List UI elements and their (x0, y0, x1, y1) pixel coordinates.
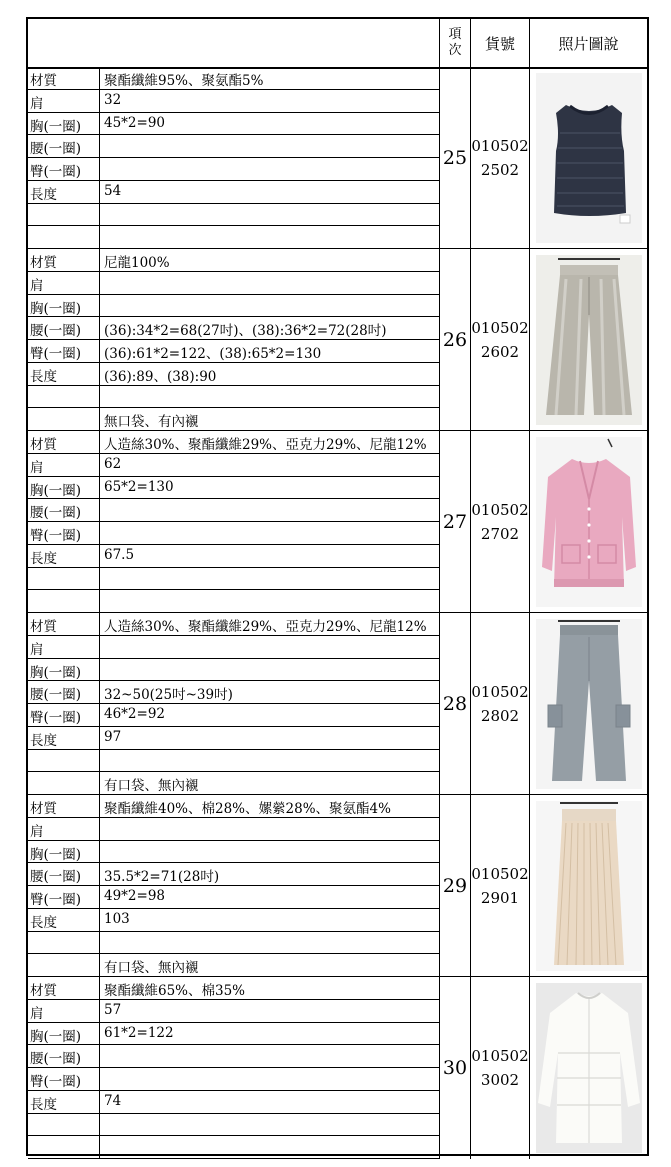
metallic-wide-pants-photo (536, 255, 642, 425)
item-code (470, 249, 529, 431)
spec-row (28, 545, 439, 568)
spec-row (28, 863, 439, 886)
item-photo-cell (529, 431, 647, 613)
spec-row (28, 499, 439, 522)
item-code-line2: 2702 (480, 525, 520, 543)
spec-value: 人造絲30%、聚酯纖維29%、亞克力29%、尼龍12% (104, 619, 427, 635)
spec-row (28, 841, 439, 864)
spec-label: 腰(一圈) (30, 869, 82, 886)
item-code (470, 67, 529, 249)
spec-row (28, 636, 439, 659)
spec-label: 材質 (30, 619, 57, 635)
item-code-line2: 2901 (480, 889, 520, 907)
spec-row (28, 340, 439, 363)
spec-row (28, 590, 439, 613)
spec-label: 胸(一圈) (30, 846, 82, 863)
spec-row (28, 249, 439, 272)
spec-label: 材質 (30, 255, 57, 271)
item-photo-cell (529, 977, 647, 1159)
item-group (28, 249, 647, 431)
item-index: 30 (439, 977, 470, 1159)
spec-row (28, 204, 439, 227)
spec-label: 胸(一圈) (30, 300, 82, 317)
spec-label: 臀(一圈) (30, 892, 82, 908)
spec-value: 45*2=90 (104, 114, 166, 131)
spec-value: 49*2=98 (104, 888, 166, 904)
spec-label: 肩 (30, 1005, 44, 1022)
spec-value: 65*2=130 (104, 478, 174, 495)
spec-row (28, 613, 439, 636)
spec-row (28, 954, 439, 977)
spec-value: 54 (104, 182, 122, 199)
spec-row (28, 818, 439, 841)
spec-label: 肩 (30, 95, 44, 112)
spec-value: 62 (104, 455, 122, 472)
item-code-line1: 010502 (471, 1047, 529, 1065)
spec-row (28, 909, 439, 932)
label-divider (99, 249, 100, 431)
spec-row (28, 386, 439, 409)
item-index: 28 (439, 613, 470, 795)
item-photo-cell (529, 613, 647, 795)
item-code-line2: 2502 (480, 161, 520, 179)
spec-row (28, 477, 439, 500)
spec-row (28, 1136, 439, 1159)
spec-row (28, 408, 439, 431)
item-code (470, 977, 529, 1159)
spec-row (28, 1114, 439, 1137)
spec-rows (28, 431, 439, 613)
spec-value: (36):89、(38):90 (104, 368, 217, 385)
product-spec-table (26, 17, 649, 1156)
spec-value: 聚酯纖維40%、棉28%、嫘縈28%、聚氨酯4% (104, 801, 391, 817)
spec-label: 肩 (30, 277, 44, 294)
item-group (28, 977, 647, 1159)
spec-label: 長度 (30, 186, 57, 203)
spec-row (28, 704, 439, 727)
item-code-line2: 2802 (480, 707, 520, 725)
spec-label: 胸(一圈) (30, 118, 82, 135)
pink-cardigan-photo (536, 437, 642, 607)
spec-label: 腰(一圈) (30, 1051, 82, 1068)
spec-value: 74 (104, 1092, 122, 1109)
spec-label: 長度 (30, 1096, 57, 1113)
spec-row (28, 363, 439, 386)
spec-value: 尼龍100% (104, 255, 170, 271)
header-blank-cell (28, 19, 439, 67)
spec-label: 臀(一圈) (30, 528, 82, 544)
item-code (470, 613, 529, 795)
label-divider (99, 795, 100, 977)
spec-label: 臀(一圈) (30, 164, 82, 180)
spec-row (28, 158, 439, 181)
item-code-line1: 010502 (471, 865, 529, 883)
item-group (28, 67, 647, 249)
item-code-line2: 3002 (480, 1071, 520, 1089)
spec-value: 有口袋、無內襯 (104, 960, 199, 977)
spec-value: 35.5*2=71(28吋) (104, 869, 220, 886)
header-index (439, 19, 470, 67)
spec-label: 臀(一圈) (30, 1074, 82, 1090)
item-group (28, 613, 647, 795)
header-index-line2: 次 (448, 43, 462, 58)
label-divider (99, 613, 100, 795)
header-code: 貨號 (470, 19, 529, 67)
spec-row (28, 1045, 439, 1068)
spec-label: 臀(一圈) (30, 346, 82, 362)
item-index: 26 (439, 249, 470, 431)
spec-row (28, 90, 439, 113)
spec-value: 32 (104, 91, 122, 108)
grey-cargo-knit-pants-photo (536, 619, 642, 789)
spec-label: 材質 (30, 983, 57, 999)
spec-value: 無口袋、有內襯 (104, 414, 199, 431)
spec-row (28, 317, 439, 340)
item-code-line1: 010502 (471, 683, 529, 701)
spec-value: 32~50(25吋~39吋) (104, 687, 233, 704)
spec-value: 46*2=92 (104, 706, 166, 722)
spec-row (28, 431, 439, 454)
spec-label: 胸(一圈) (30, 1028, 82, 1045)
spec-row (28, 886, 439, 909)
item-code (470, 795, 529, 977)
item-code (470, 431, 529, 613)
spec-row (28, 1068, 439, 1091)
spec-label: 胸(一圈) (30, 482, 82, 499)
item-code-line1: 010502 (471, 501, 529, 519)
spec-rows (28, 249, 439, 431)
spec-row (28, 568, 439, 591)
spec-rows (28, 613, 439, 795)
beige-pleated-pants-photo (536, 801, 642, 971)
spec-label: 材質 (30, 73, 57, 89)
spec-value: 有口袋、無內襯 (104, 778, 199, 795)
spec-row (28, 135, 439, 158)
spec-row (28, 454, 439, 477)
spec-value: 聚酯纖維95%、聚氨酯5% (104, 73, 264, 89)
sleeveless-knit-top-photo (536, 73, 642, 243)
label-divider (99, 977, 100, 1159)
item-index: 27 (439, 431, 470, 613)
item-index: 25 (439, 67, 470, 249)
spec-label: 腰(一圈) (30, 505, 82, 522)
spec-row (28, 181, 439, 204)
spec-row (28, 681, 439, 704)
spec-value: 103 (104, 910, 130, 927)
spec-value: 61*2=122 (104, 1024, 174, 1041)
spec-row (28, 226, 439, 249)
header-index-line1: 項 (448, 27, 462, 42)
table-header (28, 19, 647, 69)
spec-rows (28, 67, 439, 249)
spec-label: 肩 (30, 459, 44, 476)
spec-value: (36):34*2=68(27吋)、(38):36*2=72(28吋) (104, 323, 387, 340)
item-photo-cell (529, 795, 647, 977)
item-photo-cell (529, 249, 647, 431)
item-code-line1: 010502 (471, 137, 529, 155)
item-photo-cell (529, 67, 647, 249)
spec-row (28, 522, 439, 545)
item-code-line1: 010502 (471, 319, 529, 337)
spec-row (28, 295, 439, 318)
spec-label: 臀(一圈) (30, 710, 82, 726)
spec-value: 人造絲30%、聚酯纖維29%、亞克力29%、尼龍12% (104, 437, 427, 453)
spec-value: 67.5 (104, 546, 135, 563)
header-photo: 照片圖說 (529, 19, 647, 67)
spec-label: 腰(一圈) (30, 323, 82, 340)
spec-label: 材質 (30, 801, 57, 817)
spec-row (28, 1091, 439, 1114)
spec-value: (36):61*2=122、(38):65*2=130 (104, 346, 322, 362)
spec-label: 胸(一圈) (30, 664, 82, 681)
spec-label: 腰(一圈) (30, 687, 82, 704)
spec-row (28, 659, 439, 682)
item-index: 29 (439, 795, 470, 977)
spec-label: 肩 (30, 823, 44, 840)
spec-label: 腰(一圈) (30, 141, 82, 158)
spec-label: 材質 (30, 437, 57, 453)
label-divider (99, 431, 100, 613)
spec-row (28, 727, 439, 750)
item-group (28, 431, 647, 613)
spec-row (28, 750, 439, 773)
spec-label: 肩 (30, 641, 44, 658)
spec-rows (28, 795, 439, 977)
white-tiered-blouse-photo (536, 983, 642, 1153)
spec-row (28, 67, 439, 90)
spec-row (28, 977, 439, 1000)
spec-row (28, 272, 439, 295)
spec-value: 聚酯纖維65%、棉35% (104, 983, 246, 999)
spec-row (28, 1000, 439, 1023)
spec-label: 長度 (30, 368, 57, 385)
spec-row (28, 932, 439, 955)
spec-value: 57 (104, 1001, 122, 1018)
spec-row (28, 772, 439, 795)
item-group (28, 795, 647, 977)
spec-row (28, 113, 439, 136)
spec-value: 97 (104, 728, 122, 745)
label-divider (99, 67, 100, 249)
spec-label: 長度 (30, 550, 57, 567)
item-code-line2: 2602 (480, 343, 520, 361)
spec-row (28, 795, 439, 818)
spec-row (28, 1023, 439, 1046)
spec-label: 長度 (30, 914, 57, 931)
spec-label: 長度 (30, 732, 57, 749)
spec-rows (28, 977, 439, 1159)
